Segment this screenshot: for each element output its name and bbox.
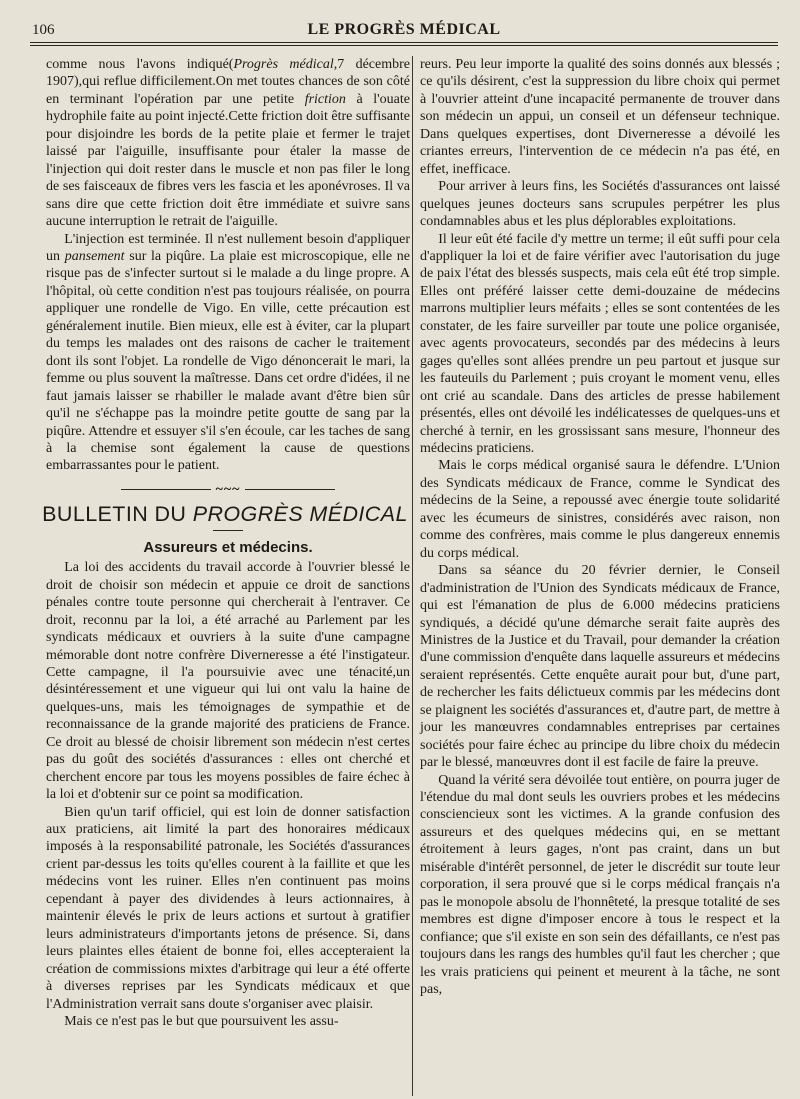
section-heading [40, 502, 410, 527]
page-header [30, 18, 778, 43]
column-divider [412, 56, 413, 1096]
heading-text: BULLETIN DU [42, 502, 193, 527]
paragraph: Mais ce n'est pas le but que poursuivent les assu- [64, 1014, 339, 1030]
emphasis: pansement [64, 248, 125, 264]
paragraph: Bien qu'un tarif officiel, qui est loin de donner satisfaction aux praticiens, ait limité la part des honoraires médicaux imposés à la responsabilité patronale, les Sociétés d'assurances crient par-dessus les toits qu'elles courent à la faillite et que les médecins vont les ruiner. Elles n'en continuent pas moins cependant à payer des dividendes à leurs actionnaires, à maintenir élevés le prix de leurs actions et surtout à gratifier leurs administrateurs d'importants jetons de présence. Si, dans leurs plaintes elles étaient de bonne foi, elles accepteraient la création de commissions mixtes d'arbitrage qui leur a été offerte à diverses reprises par les Syndicats médicaux et que l'Administration verrait sans doute s'organiser avec plaisir. [46, 804, 410, 1012]
running-title: LE PROGRÈS MÉDICAL [307, 21, 501, 38]
article-title: Assureurs et médecins. [143, 538, 313, 556]
ornament-rule [245, 489, 335, 490]
ornament-glyph: ~~~ [215, 481, 241, 497]
text-run: à l'ouate hydrophile faite au point injecté.Cette friction doit être suffisante pour disjoindre les bords de la petite plaie et fermer le trajet laissé par l'aiguille, insuffisante pour étaler la masse de l'injection qui doit rester dans le muscle et non pas filer le long de ses faisceaux de fibres vers les fascia et les aponévroses. Il va sans dire que cette friction doit être immédiate et suivre sans aucune interruption le retrait de l'aiguille. [46, 91, 411, 230]
text-run: comme nous l'avons indiqué( [46, 57, 234, 72]
paragraph: Dans sa séance du 20 février dernier, le Conseil d'administration de l'Union des Syndicats médicaux de France, qui est l'émanation de plus de 6.000 médecins praticiens syndiqués, a décidé qu'une démarche serait faite auprès des Ministres de la Justice et du Travail, pour demander la création d'une commission d'enquête dans laquelle assureurs et médecins seraient représentés. Cette enquête aurait pour but, d'une part, de rechercher les faits délictueux commis par les médecins dont se plaignent les sociétés d'assurances et, d'autre part, de mettre à jour les manœuvres condamnables entreprises par certaines sociétés pour faire échec au principe du libre choix du médecin par le blessé, manœuvres dont il est facile de faire la preuve. [420, 563, 781, 771]
text-run: L'injection est terminée. Il n'est nullement besoin d'appliquer un [46, 231, 410, 264]
page-number: 106 [32, 22, 55, 38]
paragraph: reurs. Peu leur importe la qualité des soins donnés aux blessés ; ce qu'ils désirent, c'est la suppression du libre choix qui permet à l'ouvrier atteint d'une incapacité permanente de trouver dans son médecin un appui, un conseil et un défenseur technique. Dans quelques expertises, dont Diverneresse a dévoilé les criantes erreurs, l'intervention de ce médecin n'a pas été, en effet, inefficace. [420, 57, 780, 177]
section-ornament [46, 481, 410, 498]
left-column [42, 56, 411, 1030]
heading-rule [213, 530, 243, 531]
paragraph: Pour arriver à leurs fins, les Sociétés d'assurances ont laissé quelques jeunes docteurs sans scrupules perpétrer les plus condamnables abus et les plus déplorables exploitations. [420, 179, 780, 230]
header-rule [30, 45, 778, 46]
ornament-rule [121, 489, 211, 490]
paragraph: Quand la vérité sera dévoilée tout entière, on pourra juger de l'étendue du mal dont seuls les ouvriers probes et les médecins consciencieux sont les victimes. A la grande confusion des assureurs et des quelques médecins qui, en se mettant étroitement à leurs gages, n'ont pas craint, dans un but misérable d'intérêt personnel, de jeter le discrédit sur toute leur corporation, il sera prouvé que si le corps médical français n'a pas le monopole absolu de l'honnêteté, la presque totalité de ses membres est digne d'imposer encore à tous le respect et la confiance; que s'il existe en son sein des défaillants, ce n'est pas toujours dans les rangs des humbles qu'il faut les chercher ; que les vrais praticiens qui peinent et meurent à la tâche, ne sont pas, [420, 772, 780, 998]
right-column [420, 56, 780, 998]
paragraph: Mais le corps médical organisé saura le défendre. L'Union des Syndicats médicaux de France, comme le Syndicat des médecins de la Seine, a repoussé avec énergie toute solidarité avec les écumeurs de sinistres, considérés avec raison, non comme des confrères, mais comme le plus dangereux ennemis du corps médical. [420, 458, 780, 561]
paragraph: Il leur eût été facile d'y mettre un terme; il eût suffi pour cela d'appliquer la loi et de faire vérifier avec l'autorisation du juge de paix l'état des blessés suspects, mais cela eût été trop simple. Elles ont préféré laisser cette demi-douzaine de médecins marrons multiplier leurs méfaits ; elles se sont contentées de les constater, de les faire surveiller par toute une police organisée, avec agents provocateurs, secondés par des médecins à leurs gages qu'elles sont allées prendre un peu partout et jusque sur les fauteuils du Parlement ; puis croyant le moment venu, elles ont crié au scandale. Dans des articles de presse habilement présentés, elles ont dévoilé les indélicatesses de quelques-uns et cherché à ternir, en les grossissant sans mesure, l'honneur des médecins praticiens. [420, 231, 780, 456]
paragraph [46, 56, 410, 231]
text-run: ,7 décembre 1907),qui reflue difficilement.On met toutes chances de son côté en terminant l'opération par une petite [46, 57, 410, 107]
paragraph [46, 231, 410, 475]
text-run: sur la piqûre. La plaie est microscopique, elle ne risque pas de s'infecter surtout si le malade a du linge propre. A l'hôpital, où cette condition n'est pas toujours réalisée, on pourra appliquer une rondelle de Vigo. En ville, cette précaution est généralement inutile. Bien mieux, elle est à éviter, car la plupart du temps les malades ont des raisons de cacher le traitement dont ils sont l'objet. La rondelle de Vigo dénoncerait le mari, la femme ou plus souvent la maîtresse. Dans cet ordre d'idées, il ne faut jamais laisser se rhabiller le malade avant d'être bien sûr qu'il ne s'échappe pas la moindre petite goutte de sang par la piqûre. Attendre et essuyer s'il s'en écoule, car les taches de sang à la chemise sont également la cause de questions embarrassantes pour le patient. [46, 248, 410, 474]
paragraph: La loi des accidents du travail accorde à l'ouvrier blessé le droit de choisir son médecin et appuie ce droit de sanctions pénales contre toute personne qui chercherait à l'entraver. Ce droit, reconnu par la loi, a été arraché au Parlement par les syndicats médicaux et ouvriers à la suite d'une campagne mémorable dont notre confrère Diverneresse a été l'instigateur. Cette campagne, il l'a poursuivie avec une ténacité,un désintéressement et une vigueur qui lui ont valu la haine de quelques-uns, mais les témoignages de sympathie et de reconnaissance de la grande majorité des praticiens de France. Ce droit au blessé de choisir librement son médecin n'est certes pas du goût des sociétés d'assurances : elles ont cherché et cherchent encore par tous les moyens possibles de faire échec à la loi et d'obtenir sur ce point sa modification. [46, 560, 410, 803]
heading-journal: PROGRÈS MÉDICAL [192, 502, 408, 527]
emphasis: friction [304, 91, 346, 107]
citation: Progrès médical [233, 57, 334, 72]
